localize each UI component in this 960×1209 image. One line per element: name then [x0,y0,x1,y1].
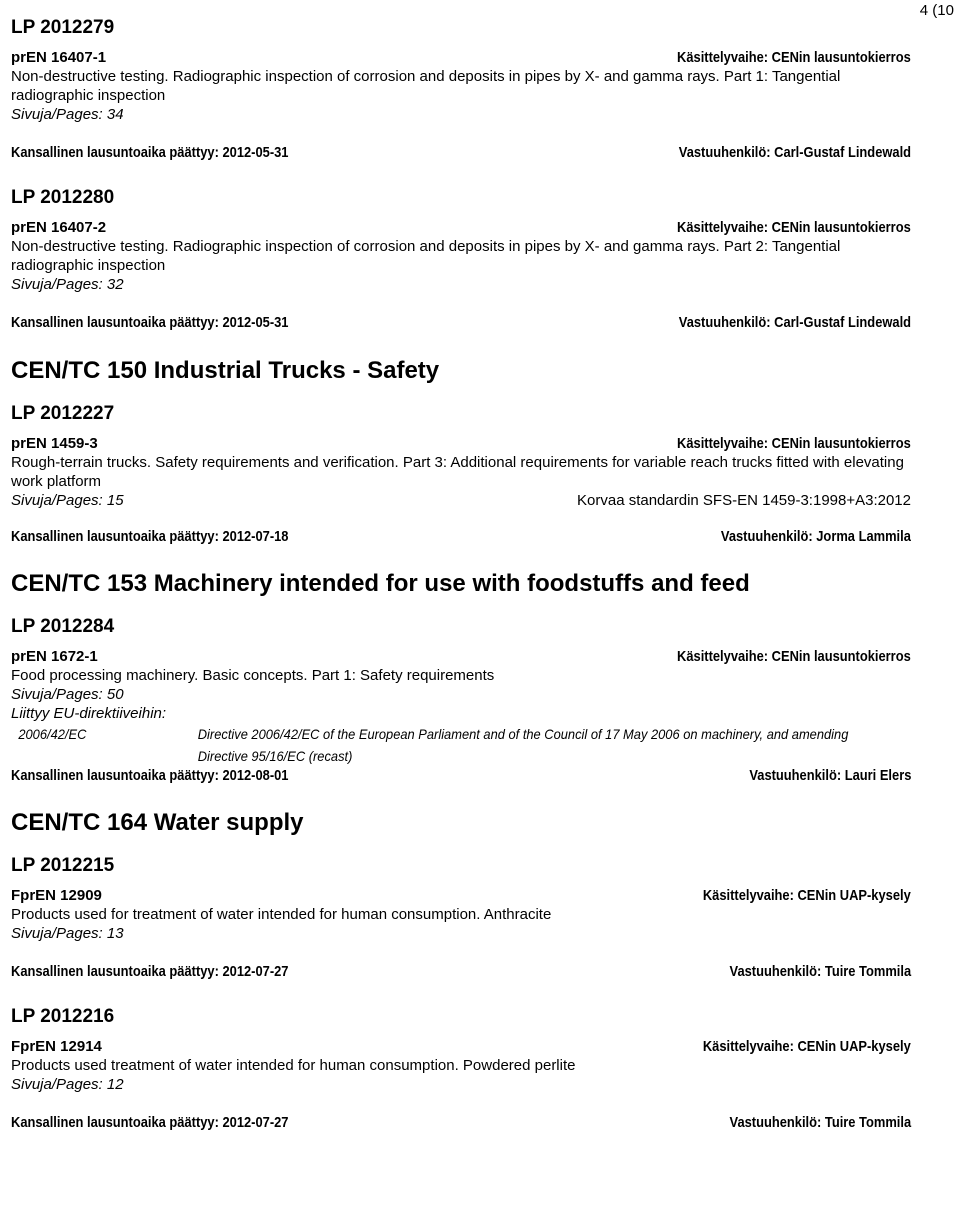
entry-lp-2012227 [11,402,911,546]
stage-label: Käsittelyvaihe: CENin lausuntokierros [677,49,911,66]
replaces-standard: Korvaa standardin SFS-EN 1459-3:1998+A3:2012 [577,492,911,509]
standard-code: prEN 1459-3 [11,435,98,452]
standard-title: Non-destructive testing. Radiographic inspection of corrosion and deposits in pipes by X- and gamma rays. Part 2: Tangential radiographic inspection [11,238,841,274]
page-count: Sivuja/Pages: 34 [11,106,124,123]
entry-id: LP 2012215 [11,855,115,876]
entry-lp-2012280 [11,186,911,332]
page-count: Sivuja/Pages: 50 [11,686,124,703]
standard-code: prEN 1672-1 [11,648,98,665]
contact-person: Vastuuhenkilö: Carl-Gustaf Lindewald [678,144,911,161]
standard-code: FprEN 12914 [11,1038,102,1055]
page-count: Sivuja/Pages: 32 [11,276,124,293]
entry-lp-2012279 [11,16,911,162]
standard-title: Food processing machinery. Basic concepts. Part 1: Safety requirements [11,667,495,684]
page-count: Sivuja/Pages: 12 [11,1076,124,1093]
entry-id: LP 2012227 [11,403,115,424]
stage-label: Käsittelyvaihe: CENin lausuntokierros [677,648,911,665]
committee-heading-tc164: CEN/TC 164 Water supply [11,809,304,836]
entry-id: LP 2012284 [11,616,115,637]
page-count: Sivuja/Pages: 13 [11,925,124,942]
entry-lp-2012215 [11,854,911,981]
entry-id: LP 2012280 [11,187,115,208]
stage-label: Käsittelyvaihe: CENin UAP-kysely [703,887,911,904]
standard-title: Products used for treatment of water intended for human consumption. Anthracite [11,906,552,923]
contact-person: Vastuuhenkilö: Tuire Tommila [729,963,911,980]
contact-person: Vastuuhenkilö: Lauri Elers [748,767,911,784]
standard-title: Products used treatment of water intended for human consumption. Powdered perlite [11,1057,576,1074]
contact-person: Vastuuhenkilö: Tuire Tommila [729,1114,911,1131]
entry-lp-2012216 [11,1005,911,1132]
directive-code: 2006/42/EC [18,726,87,742]
entry-id: LP 2012216 [11,1006,115,1027]
contact-person: Vastuuhenkilö: Carl-Gustaf Lindewald [678,314,911,331]
page-count: Sivuja/Pages: 15 [11,492,124,509]
stage-label: Käsittelyvaihe: CENin lausuntokierros [677,219,911,236]
page-number: 4 (10 [919,2,954,19]
deadline: Kansallinen lausuntoaika päättyy: 2012-07-18 [11,528,289,545]
stage-label: Käsittelyvaihe: CENin UAP-kysely [703,1038,911,1055]
committee-heading-tc150: CEN/TC 150 Industrial Trucks - Safety [11,357,440,384]
deadline: Kansallinen lausuntoaika päättyy: 2012-07-27 [11,963,289,980]
standard-code: prEN 16407-2 [11,219,107,236]
standard-code: FprEN 12909 [11,887,102,904]
deadline: Kansallinen lausuntoaika päättyy: 2012-07-27 [11,1114,289,1131]
deadline: Kansallinen lausuntoaika päättyy: 2012-08-01 [11,767,289,784]
deadline: Kansallinen lausuntoaika päättyy: 2012-05-31 [11,144,289,161]
eu-directives-label: Liittyy EU-direktiiveihin: [11,705,167,722]
standard-title: Rough-terrain trucks. Safety requirements and verification. Part 3: Additional requirements for variable reach trucks fitted with elevating work platform [11,454,904,490]
committee-heading-tc153: CEN/TC 153 Machinery intended for use with foodstuffs and feed [11,570,750,597]
entry-id: LP 2012279 [11,17,115,38]
contact-person: Vastuuhenkilö: Jorma Lammila [721,528,911,545]
directive-row [11,723,913,767]
directive-text: Directive 2006/42/EC of the European Parliament and of the Council of 17 May 2006 on machinery, and amending Directive 95/16/EC (recast) [197,726,849,764]
entry-lp-2012284 [11,615,911,785]
standard-code: prEN 16407-1 [11,49,107,66]
stage-label: Käsittelyvaihe: CENin lausuntokierros [677,435,911,452]
standard-title: Non-destructive testing. Radiographic inspection of corrosion and deposits in pipes by X- and gamma rays. Part 1: Tangential radiographic inspection [11,68,841,104]
deadline: Kansallinen lausuntoaika päättyy: 2012-05-31 [11,314,289,331]
document-body [11,16,911,1132]
